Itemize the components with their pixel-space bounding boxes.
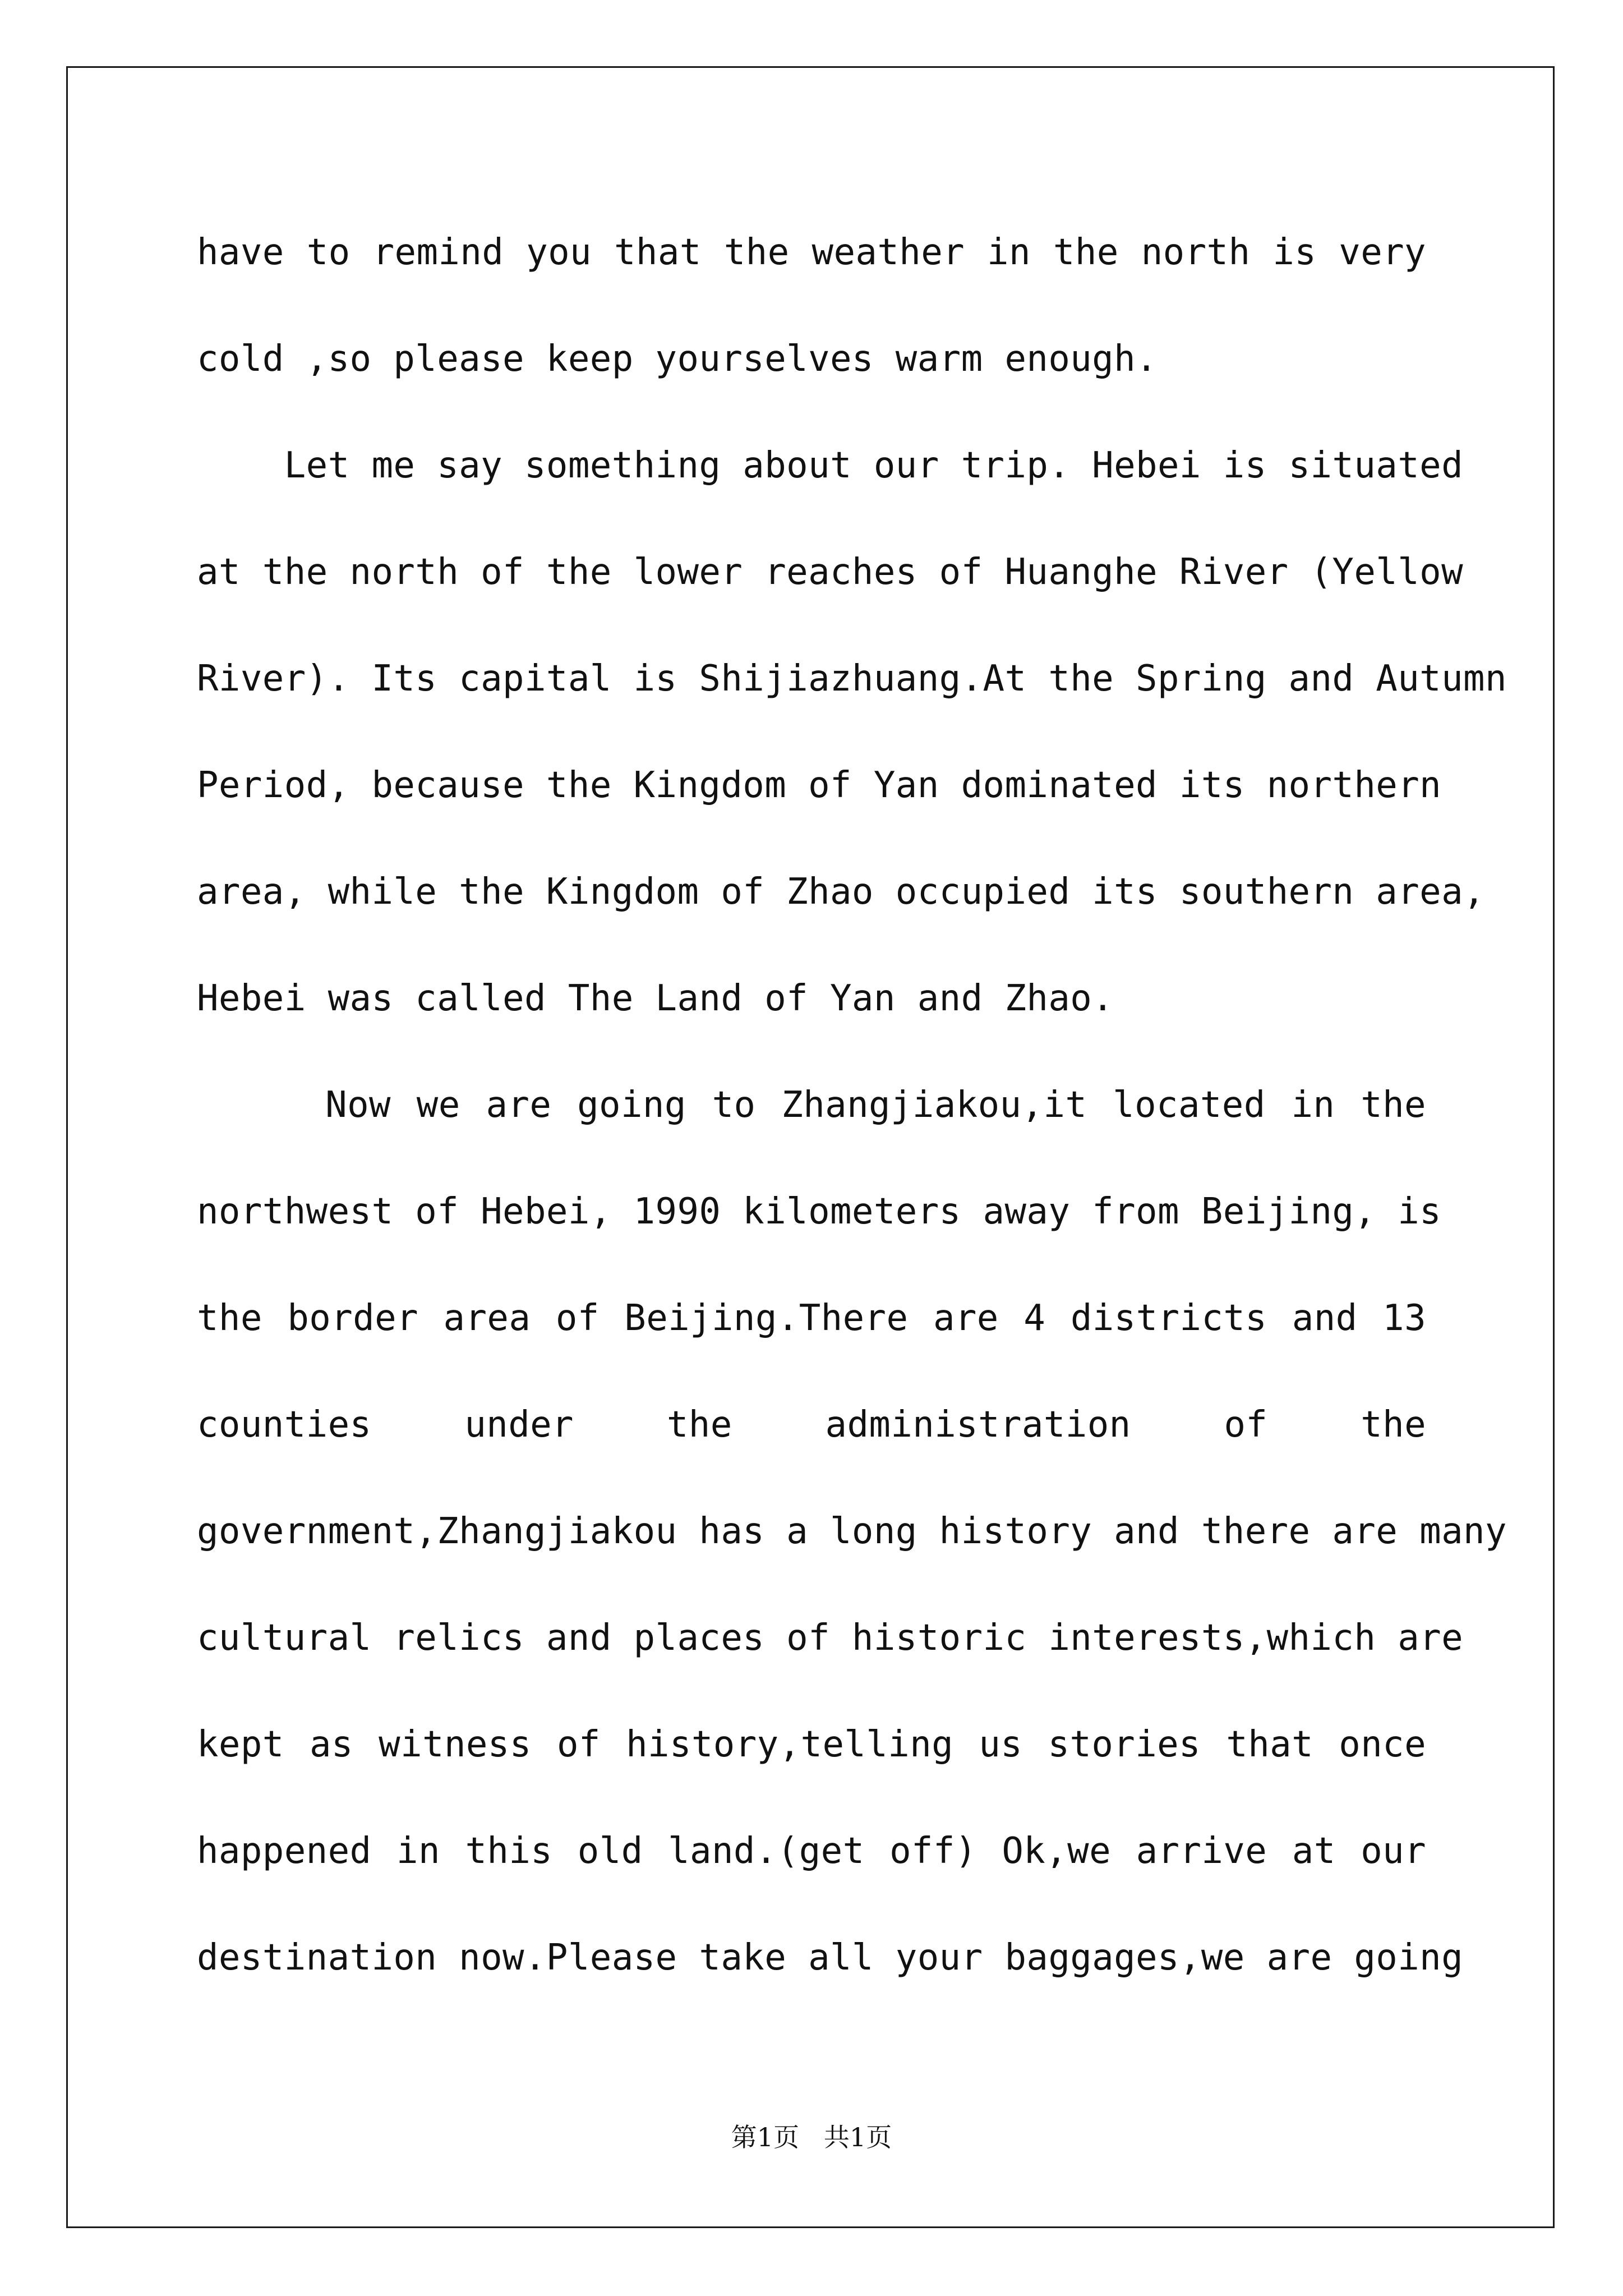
paragraph-start-line: Now we are going to Zhangjiakou,it located in the — [197, 1084, 1426, 1126]
page-number-footer: 第1页 共1页 — [731, 2122, 892, 2152]
text-line: have to remind you that the weather in the north is very — [197, 232, 1426, 273]
text-line: at the north of the lower reaches of Huanghe River (Yellow — [197, 551, 1464, 593]
text-line: River). Its capital is Shijiazhuang.At the Spring and Autumn — [197, 658, 1507, 700]
text-line: cold ,so please keep yourselves warm enough. — [197, 338, 1158, 380]
text-line: government,Zhangjiakou has a long history and there are many — [197, 1511, 1507, 1552]
text-line: northwest of Hebei, 1990 kilometers away from Beijing, is — [197, 1191, 1442, 1232]
page-border — [66, 66, 1555, 2228]
text-line: destination now.Please take all your baggages,we are going — [197, 1937, 1464, 1978]
text-line: Period, because the Kingdom of Yan dominated its northern — [197, 765, 1442, 806]
text-line: the border area of Beijing.There are 4 districts and 13 — [197, 1297, 1426, 1339]
text-line: kept as witness of history,telling us stories that once — [197, 1724, 1426, 1765]
text-line: cultural relics and places of historic interests,which are — [197, 1617, 1464, 1659]
paragraph-start-line: Let me say something about our trip. Hebei is situated — [197, 445, 1464, 486]
text-line: counties under the administration of the — [197, 1404, 1426, 1446]
text-line: happened in this old land.(get off) Ok,we arrive at our — [197, 1830, 1426, 1872]
text-line: Hebei was called The Land of Yan and Zhao. — [197, 978, 1114, 1019]
text-line: area, while the Kingdom of Zhao occupied its southern area, — [197, 871, 1485, 913]
